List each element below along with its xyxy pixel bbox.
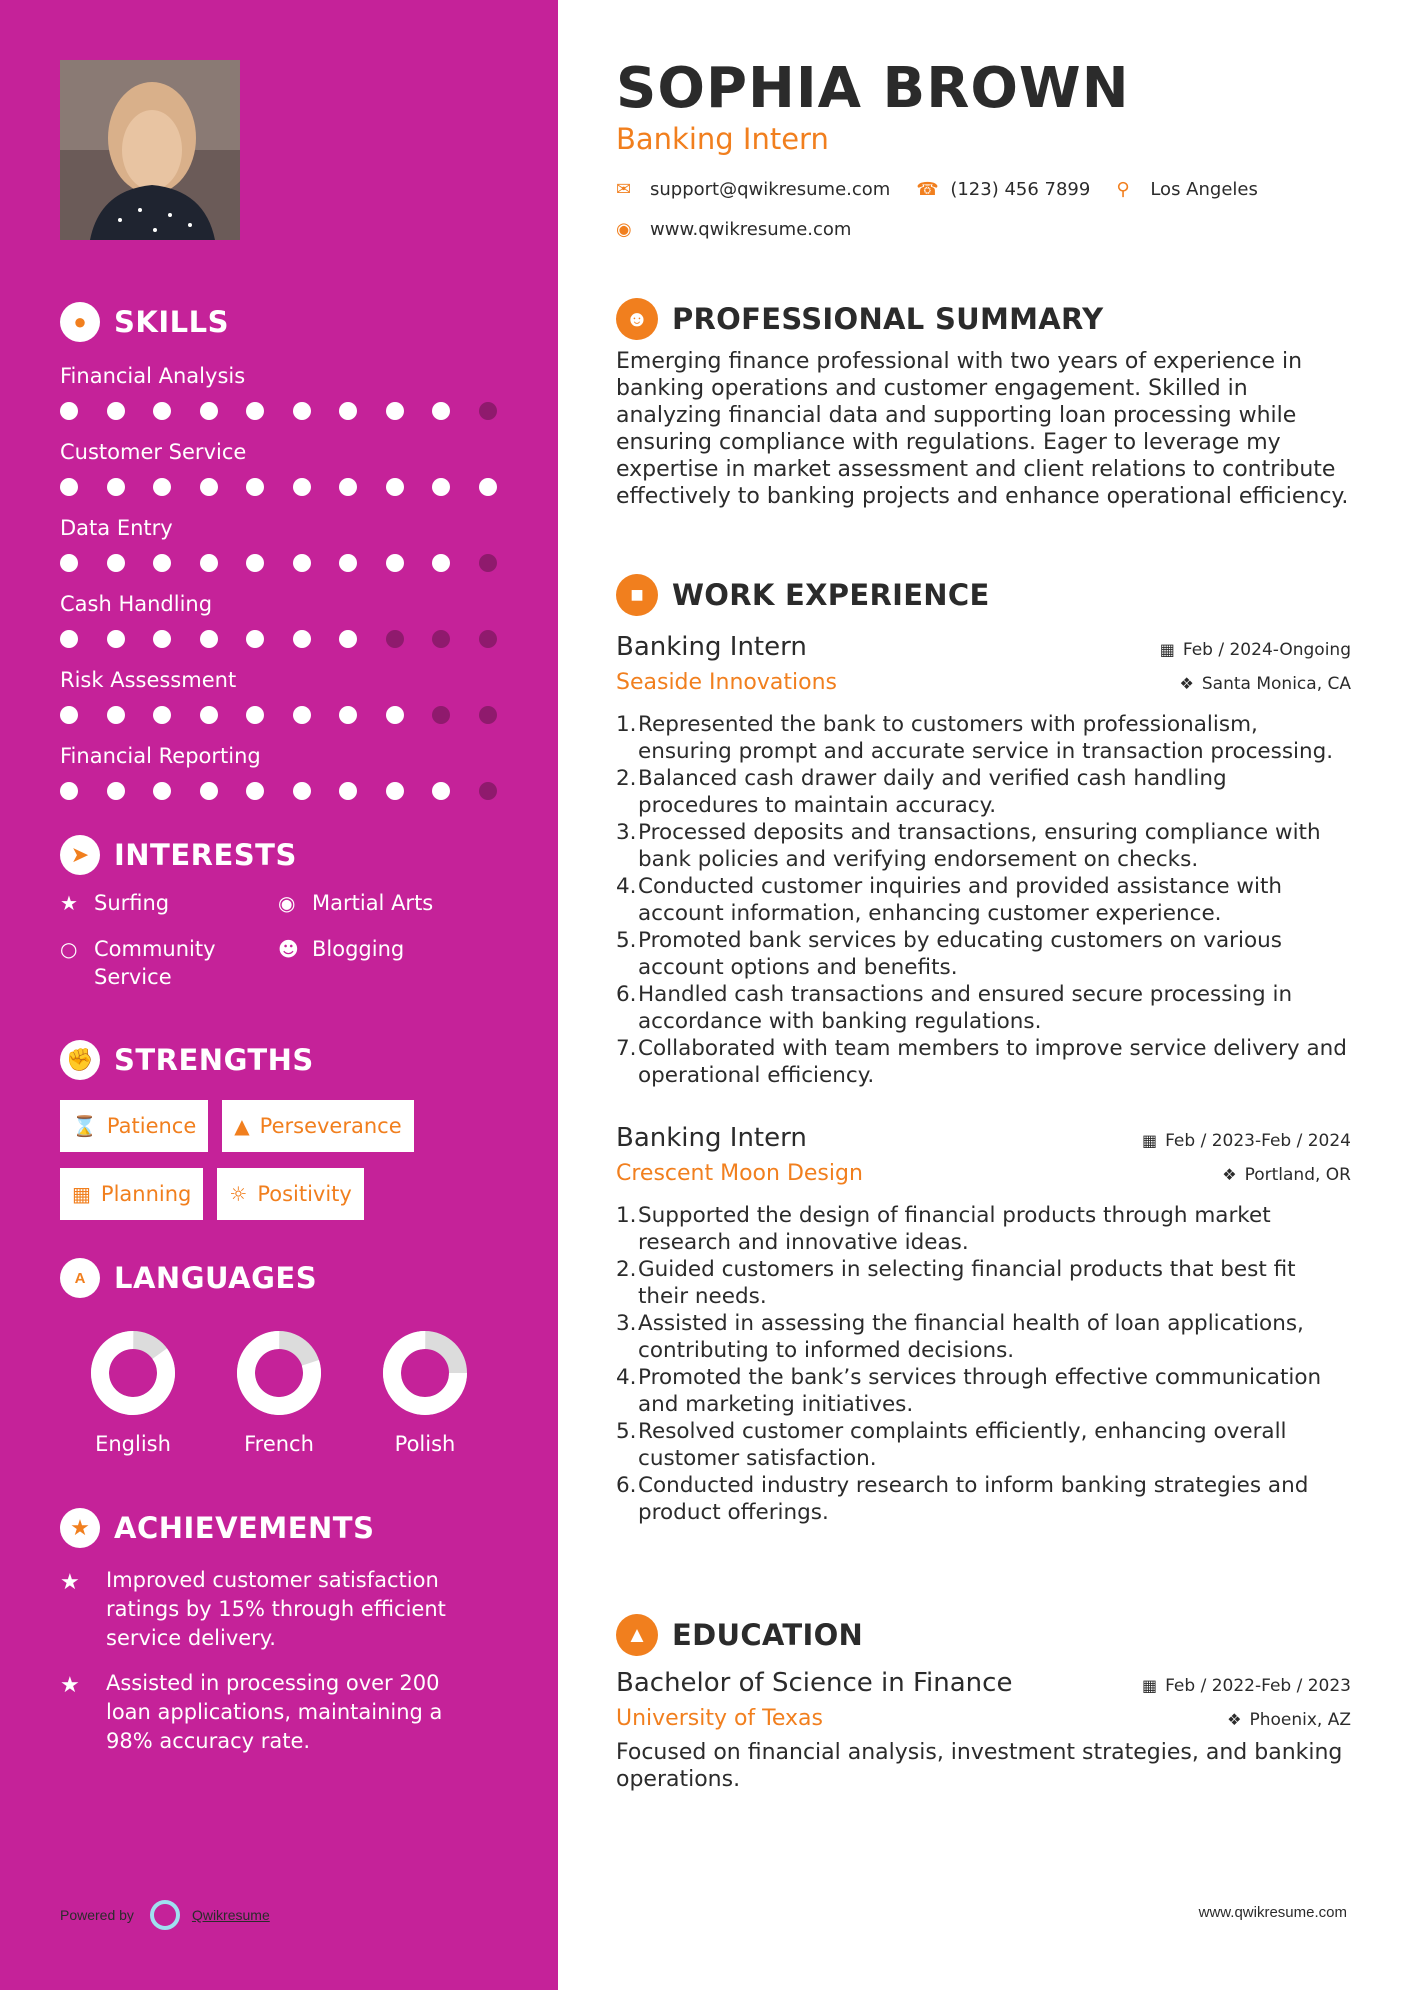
rating-dot [60,402,78,420]
list-item [616,1035,1351,1089]
interests-section [60,833,500,991]
calendar-icon: ▦ [1141,1131,1158,1150]
lightbulb-icon: ● [60,302,100,342]
rating-dot [339,554,357,572]
skill-item [60,362,500,420]
rating-dot [479,706,497,724]
shooting-star-icon: ★ [60,1673,80,1698]
achievement-item [60,1669,500,1756]
skill-name: Financial Analysis [60,364,246,388]
rating-dot [60,630,78,648]
skill-rating [60,478,500,496]
language-name: English [95,1432,171,1456]
skill-item [60,666,500,724]
list-text: Assisted in assessing the financial health of loan applications, contributing to informed decisions. [638,1311,1304,1363]
list-number: 3. [616,1311,637,1336]
rating-dot [479,478,497,496]
job-entry [616,632,1351,1089]
education-location [1227,1710,1351,1730]
rating-dot [200,782,218,800]
road-icon: ▲ [234,1114,250,1138]
rating-dot [432,554,450,572]
envelope-icon: ✉ [616,178,632,200]
rating-dot [479,630,497,648]
rating-dot [479,782,497,800]
skill-item [60,742,500,800]
skill-rating [60,630,500,648]
job-location-text: Portland, OR [1244,1165,1351,1185]
rating-dot [153,630,171,648]
powered-by [60,1900,270,1930]
rating-dot [432,782,450,800]
list-number: 4. [616,874,637,899]
education-location-text: Phoenix, AZ [1249,1710,1351,1730]
strength-label: Planning [100,1182,192,1206]
job-title: Banking Intern [616,1123,807,1153]
job-date-text: Feb / 2023-Feb / 2024 [1165,1131,1351,1151]
calendar-icon: ▦ [72,1182,91,1206]
pin-icon: ❖ [1222,1165,1237,1184]
list-text: Collaborated with team members to improve service delivery and operational efficiency. [638,1036,1347,1088]
user-icon: ☻ [616,298,658,340]
globe-icon: ◉ [278,891,296,915]
list-item [616,1202,1351,1256]
skill-item [60,590,500,648]
strength-chip [60,1100,208,1152]
list-text: Resolved customer complaints efficiently, enhancing overall customer satisfaction. [638,1419,1287,1471]
rating-dot [107,782,125,800]
skill-name: Financial Reporting [60,744,261,768]
hourglass-icon: ⌛ [72,1114,97,1138]
contact-phone[interactable] [916,177,1090,201]
strength-chip [217,1168,363,1220]
language-ring-fill [90,1330,176,1416]
rating-dot [107,630,125,648]
rating-dot [200,706,218,724]
skills-title: SKILLS [114,305,229,339]
list-text: Supported the design of financial products through market research and innovative ideas. [638,1203,1271,1255]
education-date-text: Feb / 2022-Feb / 2023 [1165,1676,1351,1696]
list-number: 7. [616,1036,637,1061]
interest-label: Martial Arts [312,891,434,915]
rating-dot [386,782,404,800]
rating-dot [339,402,357,420]
rating-dot [339,782,357,800]
languages-title: LANGUAGES [114,1261,318,1295]
interest-label: Surfing [94,891,170,915]
job-entry [616,1123,1351,1526]
email-text: support@qwikresume.com [650,178,891,200]
list-number: 6. [616,1473,637,1498]
degree-title: Bachelor of Science in Finance [616,1668,1013,1698]
contact-info [616,177,1356,241]
list-number: 5. [616,928,637,953]
rating-dot [339,630,357,648]
skill-name: Risk Assessment [60,668,237,692]
rating-dot [386,478,404,496]
summary-section [616,296,1351,510]
map-pin-icon: ⚲ [1116,178,1130,200]
list-item [616,711,1351,765]
calendar-icon: ▦ [1141,1676,1158,1695]
list-text: Conducted customer inquiries and provided assistance with account information, enhancing customer experience. [638,874,1283,926]
pin-icon: ❖ [1179,674,1194,693]
rating-dot [153,478,171,496]
hand-icon: ○ [60,937,78,961]
rating-dot [293,630,311,648]
education-text: Focused on financial analysis, investment strategies, and banking operations. [616,1740,1343,1792]
list-item [616,819,1351,873]
list-number: 6. [616,982,637,1007]
rating-dot [200,402,218,420]
rating-dot [386,706,404,724]
job-date [1160,640,1351,660]
list-item [616,1418,1351,1472]
contact-email[interactable] [616,177,890,201]
achievement-item [60,1566,500,1653]
list-number: 4. [616,1365,637,1390]
rating-dot [479,402,497,420]
language-ring [236,1330,322,1416]
list-item [616,765,1351,819]
skill-name: Cash Handling [60,592,213,616]
rating-dot [107,706,125,724]
list-text: Represented the bank to customers with professionalism, ensuring prompt and accurate service in transaction processing. [638,712,1334,764]
list-item [616,1256,1351,1310]
calendar-icon: ▦ [1159,640,1175,659]
job-location-text: Santa Monica, CA [1201,674,1351,694]
rating-dot [246,554,264,572]
list-number: 3. [616,820,637,845]
rating-dot [246,782,264,800]
candidate-role: Banking Intern [616,122,829,156]
globe-icon: ◉ [616,218,632,240]
skill-name: Data Entry [60,516,173,540]
rating-dot [200,554,218,572]
contact-website[interactable] [616,217,851,241]
job-bullets [616,711,1351,1089]
rating-dot [432,402,450,420]
rating-dot [60,554,78,572]
list-item [616,927,1351,981]
location-text: Los Angeles [1150,178,1258,200]
experience-title: WORK EXPERIENCE [672,578,990,612]
skill-rating [60,782,500,800]
summary-text: Emerging finance professional with two years of experience in banking operations and customer engagement. Skilled in analyzing financial data and supporting loan processing while ensuring compliance with regulations. Eager to leverage my expertise in market assessment and client relations to contribute effectively to banking projects and enhance operational efficiency. [616,349,1349,509]
list-item [616,981,1351,1035]
list-number: 1. [616,712,637,737]
footer-website[interactable]: www.qwikresume.com [1198,1904,1347,1921]
powered-label: Powered by [60,1907,134,1923]
fist-icon: ✊ [60,1040,100,1080]
list-item [616,1472,1351,1526]
sidebar [0,0,558,1990]
experience-section [616,572,1351,1526]
rating-dot [432,706,450,724]
rating-dot [200,478,218,496]
star-icon: ★ [60,891,78,915]
strengths-title: STRENGTHS [114,1043,314,1077]
education-section [616,1612,1351,1793]
skill-name: Customer Service [60,440,247,464]
contact-location [1116,177,1258,201]
language-name: Polish [394,1432,456,1456]
education-date [1142,1676,1351,1696]
chair-icon: ■ [616,574,658,616]
interest-item [60,889,278,917]
interest-item [278,935,496,991]
rating-dot [293,706,311,724]
rating-dot [107,554,125,572]
main-content [558,0,1407,1990]
skill-rating [60,402,500,420]
rating-dot [432,478,450,496]
rating-dot [339,706,357,724]
list-text: Promoted bank services by educating customers on various account options and benefits. [638,928,1282,980]
interest-item [60,935,278,991]
rating-dot [60,782,78,800]
rating-dot [60,706,78,724]
list-text: Promoted the bank’s services through effective communication and marketing initiatives. [638,1365,1322,1417]
award-star-icon: ★ [60,1508,100,1548]
interest-item [278,889,496,917]
strength-label: Positivity [257,1182,352,1206]
interest-label: Blogging [312,937,405,961]
list-item [616,873,1351,927]
skills-section [60,300,500,800]
rating-dot [386,630,404,648]
job-bullets [616,1202,1351,1526]
job-date [1142,1131,1351,1151]
rating-dot [107,478,125,496]
graduation-icon: ▲ [616,1614,658,1656]
language-item [352,1330,498,1456]
list-item [616,1310,1351,1364]
rating-dot [386,554,404,572]
skill-rating [60,554,500,572]
pin-icon: ❖ [1227,1710,1242,1729]
strength-label: Patience [106,1114,197,1138]
qwikresume-link[interactable]: Qwikresume [191,1907,270,1923]
qwikresume-logo-icon [150,1900,180,1930]
strength-chip [222,1100,413,1152]
skill-item [60,438,500,496]
school-name: University of Texas [616,1706,823,1731]
phone-text: (123) 456 7899 [950,178,1091,200]
strength-chip [60,1168,203,1220]
company-name: Crescent Moon Design [616,1161,863,1186]
job-location [1222,1165,1351,1185]
shooting-star-icon: ★ [60,1570,80,1595]
website-text: www.qwikresume.com [650,218,852,240]
languages-section [60,1256,500,1456]
candidate-name: SOPHIA BROWN [616,56,1130,121]
achievements-section [60,1506,500,1756]
rating-dot [339,478,357,496]
list-number: 1. [616,1203,637,1228]
rating-dot [153,402,171,420]
rating-dot [293,782,311,800]
company-name: Seaside Innovations [616,670,837,695]
job-location [1180,674,1351,694]
profile-photo [60,60,240,240]
rating-dot [246,402,264,420]
strengths-section [60,1038,500,1236]
list-text: Conducted industry research to inform banking strategies and product offerings. [638,1473,1309,1525]
list-text: Guided customers in selecting financial products that best fit their needs. [638,1257,1296,1309]
education-entry [616,1668,1351,1793]
rating-dot [293,554,311,572]
language-name: French [244,1432,314,1456]
language-icon: A [60,1258,100,1298]
paper-plane-icon: ➤ [60,835,100,875]
list-item [616,1364,1351,1418]
rating-dot [293,402,311,420]
interest-label: Community Service [94,937,216,989]
list-number: 2. [616,766,637,791]
rating-dot [479,554,497,572]
rating-dot [432,630,450,648]
achievements-title: ACHIEVEMENTS [114,1511,375,1545]
rating-dot [246,630,264,648]
achievement-text: Improved customer satisfaction ratings by 15% through efficient service delivery. [106,1568,446,1650]
list-text: Processed deposits and transactions, ensuring compliance with bank policies and verifying endorsement on checks. [638,820,1321,872]
interests-title: INTERESTS [114,838,297,872]
skill-rating [60,706,500,724]
strength-label: Perseverance [259,1114,402,1138]
users-icon: ☻ [278,937,299,961]
list-text: Handled cash transactions and ensured secure processing in accordance with banking regulations. [638,982,1293,1034]
list-number: 2. [616,1257,637,1282]
rating-dot [246,706,264,724]
language-ring [90,1330,176,1416]
rating-dot [153,554,171,572]
job-date-text: Feb / 2024-Ongoing [1182,640,1351,660]
education-title: EDUCATION [672,1618,864,1652]
rating-dot [60,478,78,496]
summary-title: PROFESSIONAL SUMMARY [672,302,1104,336]
rating-dot [153,782,171,800]
rating-dot [246,478,264,496]
rating-dot [107,402,125,420]
language-ring [382,1330,468,1416]
language-item [60,1330,206,1456]
job-title: Banking Intern [616,632,807,662]
sun-icon: ☼ [229,1182,248,1206]
list-number: 5. [616,1419,637,1444]
rating-dot [153,706,171,724]
phone-icon: ☎ [916,178,939,200]
list-text: Balanced cash drawer daily and verified cash handling procedures to maintain accuracy. [638,766,1227,818]
rating-dot [386,402,404,420]
achievement-text: Assisted in processing over 200 loan applications, maintaining a 98% accuracy rate. [106,1671,443,1753]
rating-dot [200,630,218,648]
language-item [206,1330,352,1456]
rating-dot [293,478,311,496]
skill-item [60,514,500,572]
